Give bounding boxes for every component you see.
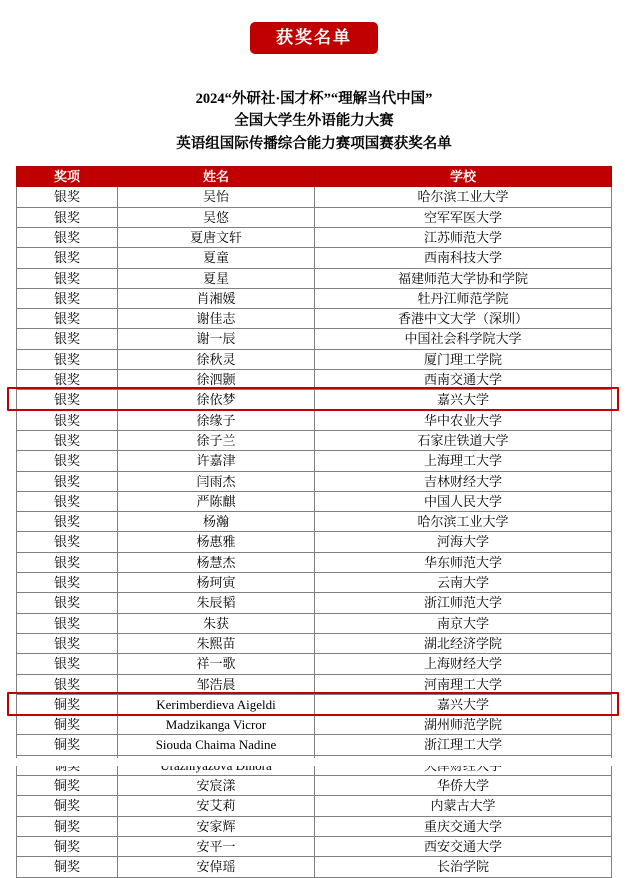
cell-school: 厦门理工学院 [315, 349, 612, 369]
table-row [17, 349, 612, 369]
cell-school: 嘉兴大学 [315, 694, 612, 714]
cell-school: 内蒙古大学 [315, 796, 612, 816]
cell-name: 许嘉津 [118, 451, 315, 471]
cell-award: 银奖 [17, 410, 118, 430]
cell-name: 安倬瑶 [118, 857, 315, 877]
table-row [17, 288, 612, 308]
cell-name: 徐缘子 [118, 410, 315, 430]
cell-name: 徐子兰 [118, 430, 315, 450]
column-header-award: 奖项 [17, 167, 118, 187]
table-row [17, 674, 612, 694]
cell-name: 安艾莉 [118, 796, 315, 816]
table-row [17, 552, 612, 572]
cell-award: 铜奖 [17, 816, 118, 836]
cell-school: 重庆交通大学 [315, 816, 612, 836]
cell-school: 嘉兴大学 [315, 390, 612, 410]
cell-award: 银奖 [17, 512, 118, 532]
cell-school: 吉林财经大学 [315, 471, 612, 491]
cell-name: 邹浩晨 [118, 674, 315, 694]
cell-name: 杨慧杰 [118, 552, 315, 572]
table-row [17, 593, 612, 613]
table-header-row [17, 167, 612, 187]
cell-award: 银奖 [17, 613, 118, 633]
cell-school: 江苏师范大学 [315, 228, 612, 248]
cell-school: 哈尔滨工业大学 [315, 512, 612, 532]
cell-award: 银奖 [17, 248, 118, 268]
title-line-1: 2024“外研社·国才杯”“理解当代中国” [195, 91, 433, 107]
cell-award: 银奖 [17, 593, 118, 613]
table-row [17, 268, 612, 288]
cell-name: 夏唐文轩 [118, 228, 315, 248]
table-row [17, 613, 612, 633]
table-row [17, 512, 612, 532]
cell-school: 浙江师范大学 [315, 593, 612, 613]
table-row [17, 694, 612, 714]
table-row [17, 248, 612, 268]
award-table [16, 166, 612, 877]
table-row [17, 430, 612, 450]
cell-award: 银奖 [17, 633, 118, 653]
table-row [17, 390, 612, 410]
cell-name: 严陈麒 [118, 491, 315, 511]
cell-school: 哈尔滨工业大学 [315, 187, 612, 207]
cell-school: 上海理工大学 [315, 451, 612, 471]
cell-name: 朱获 [118, 613, 315, 633]
table-row [17, 370, 612, 390]
cell-award: 铜奖 [17, 857, 118, 877]
cell-school: 华侨大学 [315, 776, 612, 796]
cell-school: 福建师范大学协和学院 [315, 268, 612, 288]
cell-award: 铜奖 [17, 694, 118, 714]
cell-name: 夏童 [118, 248, 315, 268]
cell-name: Kerimberdieva Aigeldi [118, 694, 315, 714]
table-body [17, 187, 612, 877]
cell-school: 石家庄铁道大学 [315, 430, 612, 450]
cell-school: 西南交通大学 [315, 370, 612, 390]
table-row [17, 836, 612, 856]
cell-name: 谢一辰 [118, 329, 315, 349]
table-row [17, 573, 612, 593]
table-row [17, 410, 612, 430]
table-row [17, 633, 612, 653]
cell-school: 华东师范大学 [315, 552, 612, 572]
cell-award: 银奖 [17, 288, 118, 308]
cell-award: 银奖 [17, 471, 118, 491]
cell-school: 湖州师范学院 [315, 715, 612, 735]
cell-award: 铜奖 [17, 776, 118, 796]
cell-award: 银奖 [17, 228, 118, 248]
cell-school: 香港中文大学（深圳） [315, 309, 612, 329]
cell-name: 徐秋灵 [118, 349, 315, 369]
cell-school: 长治学院 [315, 857, 612, 877]
cell-award: 银奖 [17, 674, 118, 694]
cell-award: 银奖 [17, 207, 118, 227]
cell-name: 祥一歌 [118, 654, 315, 674]
cell-award: 银奖 [17, 309, 118, 329]
cell-name: 闫雨杰 [118, 471, 315, 491]
cell-school: 西南科技大学 [315, 248, 612, 268]
badge-container [0, 0, 628, 54]
cell-award: 银奖 [17, 370, 118, 390]
cell-school: 云南大学 [315, 573, 612, 593]
page-title [0, 88, 628, 155]
cell-school: 南京大学 [315, 613, 612, 633]
cell-school: 中国人民大学 [315, 491, 612, 511]
table-row [17, 228, 612, 248]
cell-school: 湖北经济学院 [315, 633, 612, 653]
table-row [17, 776, 612, 796]
cell-award: 银奖 [17, 430, 118, 450]
cell-name: 杨瀚 [118, 512, 315, 532]
cell-award: 银奖 [17, 573, 118, 593]
cell-award: 银奖 [17, 451, 118, 471]
cell-school: 河海大学 [315, 532, 612, 552]
cell-award: 银奖 [17, 390, 118, 410]
cell-name: 朱辰韬 [118, 593, 315, 613]
table-row [17, 816, 612, 836]
cell-award: 银奖 [17, 187, 118, 207]
page-bottom-edge [0, 758, 628, 766]
table-row [17, 187, 612, 207]
cell-school: 浙江理工大学 [315, 735, 612, 755]
cell-name: 杨珂寅 [118, 573, 315, 593]
cell-school: 空军军医大学 [315, 207, 612, 227]
table-row [17, 491, 612, 511]
table-row [17, 532, 612, 552]
cell-award: 铜奖 [17, 715, 118, 735]
cell-award: 银奖 [17, 491, 118, 511]
cell-name: Siouda Chaima Nadine [118, 735, 315, 755]
cell-school: 牡丹江师范学院 [315, 288, 612, 308]
cell-award: 铜奖 [17, 735, 118, 755]
column-header-school: 学校 [315, 167, 612, 187]
cell-award: 银奖 [17, 552, 118, 572]
cell-award: 铜奖 [17, 796, 118, 816]
table-header [17, 167, 612, 187]
table-row [17, 451, 612, 471]
cell-award: 银奖 [17, 654, 118, 674]
cell-name: 安平一 [118, 836, 315, 856]
cell-school: 上海财经大学 [315, 654, 612, 674]
table-row [17, 654, 612, 674]
cell-name: Madzikanga Vicror [118, 715, 315, 735]
table-row [17, 735, 612, 755]
table-row [17, 857, 612, 877]
cell-award: 铜奖 [17, 836, 118, 856]
cell-school: 华中农业大学 [315, 410, 612, 430]
table-row [17, 471, 612, 491]
title-line-3: 英语组国际传播综合能力赛项国赛获奖名单 [176, 135, 452, 152]
table-row [17, 309, 612, 329]
title-line-2: 全国大学生外语能力大赛 [234, 113, 394, 130]
award-list-badge: 获奖名单 [250, 22, 378, 54]
cell-school: 中国社会科学院大学 [315, 329, 612, 349]
table-row [17, 329, 612, 349]
cell-name: 吴怡 [118, 187, 315, 207]
cell-name: 徐依梦 [118, 390, 315, 410]
column-header-name: 姓名 [118, 167, 315, 187]
table-row [17, 207, 612, 227]
cell-name: 夏星 [118, 268, 315, 288]
cell-award: 银奖 [17, 268, 118, 288]
cell-name: 谢佳志 [118, 309, 315, 329]
cell-name: 朱熙苗 [118, 633, 315, 653]
cell-name: 安宸漾 [118, 776, 315, 796]
cell-award: 银奖 [17, 349, 118, 369]
cell-name: 徐泗颢 [118, 370, 315, 390]
cell-school: 西安交通大学 [315, 836, 612, 856]
cell-name: 安家辉 [118, 816, 315, 836]
award-table-container [16, 166, 612, 877]
cell-award: 银奖 [17, 532, 118, 552]
cell-award: 银奖 [17, 329, 118, 349]
cell-name: 吴悠 [118, 207, 315, 227]
table-row [17, 715, 612, 735]
table-row [17, 796, 612, 816]
cell-school: 河南理工大学 [315, 674, 612, 694]
cell-name: 杨惠雅 [118, 532, 315, 552]
cell-name: 肖湘媛 [118, 288, 315, 308]
